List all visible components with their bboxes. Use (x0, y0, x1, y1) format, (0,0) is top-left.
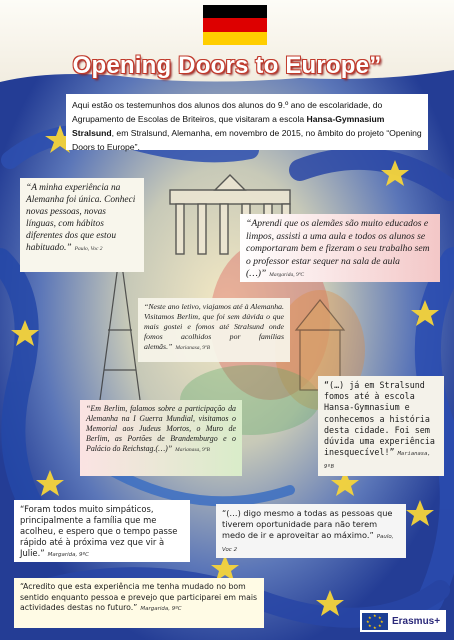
testimonial-card (240, 214, 440, 282)
page-title: Opening Doors to Europe” (72, 52, 382, 79)
testimonial-author: Paulo, Voc 2 (222, 534, 394, 553)
testimonial-text: “Em Berlim, falamos sobre a participação da Alemanha na I Guerra Mundial, visitamos o Memorial aos Judeus Mortos, o Muro de Berlim, as Portões de Brandemburgo e o Palácio do Reichstag.(…)” (86, 404, 236, 453)
testimonial-text: “Foram todos muito simpáticos, principalmente a família que me acolheu, e espero que o tempo passe rápido até à próxima vez que vir à Julie.” (20, 504, 178, 558)
testimonial-text: “Neste ano letivo, viajamos até à Alemanha. Visitamos Berlim, que foi sem dúvida o que mais gostei e fomos até Stralsund onde fomos acolhidos por famílias alemãs.” (144, 302, 284, 351)
testimonial-author: Paulo, Voc 2 (74, 246, 103, 252)
testimonial-text: “A minha experiência na Alemanha foi única. Conheci novas pessoas, novas línguas, com hábitos diferentes dos que estou habituado.” (26, 183, 136, 253)
testimonial-card (216, 504, 406, 558)
testimonial-card (14, 578, 264, 628)
testimonial-author: Marianasa, 9ºB (324, 451, 431, 471)
erasmus-logo (360, 610, 446, 632)
testimonial-author: Marianasa, 9ºB (175, 447, 210, 453)
testimonial-card (14, 500, 190, 562)
intro-text-after: , em Stralsund, Alemanha, em novembro de 2015, no âmbito do projeto “Opening Doors to Europe”. (72, 128, 422, 152)
testimonial-text: “Acredito que esta experiência me tenha mudado no bom sentido enquanto pessoa e prevejo que participarei em mais actividades destas no futuro.” (20, 582, 258, 612)
intro-school-name: Hansa-Gymnasium Stralsund (72, 114, 385, 138)
testimonial-author: Margarida, 9ºC (269, 272, 305, 278)
testimonial-card (138, 298, 290, 362)
testimonial-text: “Aprendi que os alemães são muito educados e limpos, assisti a uma aula e todos os alunos se comportaram bem e fizeram o seu trabalho sem o professor estar sequer na sala de aula (…)” (246, 218, 430, 279)
german-flag (203, 5, 267, 45)
testimonial-text: “(…) digo mesmo a todas as pessoas que tiverem oportunidade para não terem medo de ir e aproveitar ao máximo.” (222, 508, 393, 540)
testimonial-card (80, 400, 242, 476)
testimonial-author: Marianasa, 9ºB (175, 345, 211, 351)
testimonial-card (318, 376, 444, 476)
eu-flag-icon: ★ ★ ★ ★ ★ ★ ★ ★ (362, 613, 388, 630)
testimonial-author: Margarida, 9ºC (47, 552, 89, 558)
testimonial-card (20, 178, 144, 272)
erasmus-label: Erasmus+ (392, 615, 441, 627)
testimonial-author: Margarida, 9ºC (140, 606, 182, 612)
intro-text-before: Aqui estão os testemunhos dos alunos dos alunos do 9.º ano de escolaridade, do Agrupamento de Escolas de Briteiros, que visitaram a escola (72, 100, 383, 124)
testimonial-text: “(…) já em Stralsund fomos até à escola Hansa-Gymnasium e conhecemos a história desta cidade. Foi sem dúvida uma experiência inesquecível!” (324, 380, 435, 458)
intro-text (66, 94, 428, 150)
